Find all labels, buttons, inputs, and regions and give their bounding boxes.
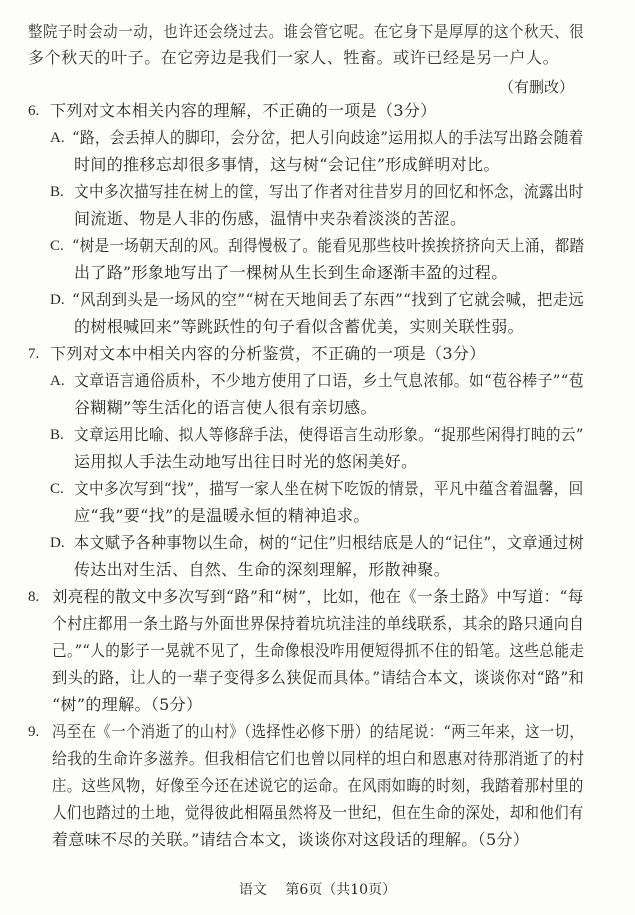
question-9-number: 9. (28, 724, 40, 740)
question-9-line-4: 人们也踏过的土地，觉得彼此相隔虽然将及一世纪，但在生命的深处，却和他们有 (52, 803, 584, 822)
q6-option-d-line-1: “风刮到头是一场风的空”“树在天地间丢了东西”“找到了它就会喊，把走远 (72, 290, 585, 309)
question-6-stem: 下列对文本相关内容的理解，不正确的一项是（3分） (50, 101, 437, 120)
question-6-number: 6. (28, 103, 40, 119)
question-9-line-3: 庄。这些风物，好像至今还在述说它的运命。在风雨如晦的时刻，我踏着那村里的 (52, 776, 584, 795)
question-7-stem: 下列对文本中相关内容的分析鉴赏，不正确的一项是（3分） (50, 344, 486, 363)
q7-option-c-letter: C. (50, 481, 64, 497)
question-9-line-5: 着意味不尽的关联。”请结合本文，谈谈你对这段话的理解。（5分） (52, 830, 530, 849)
q7-option-d-line-2: 传达出对生活、自然、生命的深刻理解，形散神聚。 (74, 560, 451, 579)
q6-option-b-letter: B. (50, 184, 64, 200)
q7-option-b-line-2: 运用拟人手法生动地写出往日时光的悠闲美好。 (74, 452, 418, 471)
question-7-number: 7. (28, 346, 40, 362)
q7-option-d-line-1: 本文赋予各种事物以生命，树的“记住”归根结底是人的“记住”，文章通过树 (74, 533, 584, 552)
q6-option-a-line-2: 时间的推移忘却很多事情，这与树“会记住”形成鲜明对比。 (74, 155, 500, 174)
q7-option-c-line-1: 文中多次写到“找”，描写一家人坐在树下吃饭的情景，平凡中蕴含着温馨，回 (74, 479, 584, 498)
question-9-line-2: 给我的生命许多滋养。但我相信它们也曾以同样的坦白和恩惠对待那消逝了的村 (52, 749, 585, 768)
q6-option-d-line-2: 的树根喊回来”等跳跃性的句子看似含蓄优美，实则关联性弱。 (74, 317, 524, 336)
q7-option-c-line-2: 应“我”要“找”的是温暖永恒的精神追求。 (74, 506, 370, 525)
question-8-number: 8. (28, 589, 40, 605)
q7-option-a-line-1: 文章语言通俗质朴，不少地方使用了口语，乡土气息浓郁。如“苞谷棒子”“苞 (74, 371, 584, 390)
question-8-line-3: 己。”“人的影子一晃就不见了，生命像根没咋用便短得抓不住的铅笔。这些总能走 (52, 641, 585, 660)
q7-option-b-letter: B. (50, 427, 64, 443)
q6-option-b-line-1: 文中多次描写挂在树上的筐，写出了作者对往昔岁月的回忆和怀念，流露出时 (74, 182, 584, 201)
q6-option-c-line-2: 出了路”形象地写出了一棵树从生长到生命逐渐丰盈的过程。 (74, 263, 508, 282)
question-8-line-1: 刘亮程的散文中多次写到“路”和“树”，比如，他在《一条土路》中写道：“每 (52, 587, 584, 606)
q7-option-a-line-2: 谷糊糊”等生活化的语言使人很有亲切感。 (74, 398, 377, 417)
q7-option-d-letter: D. (50, 535, 65, 551)
footer-subject: 语文 (238, 882, 267, 898)
question-9-line-1: 冯至在《一个消逝了的山村》（选择性必修下册）的结尾说：“两三年来，这一切， (52, 722, 585, 741)
source-note: （有删改） (499, 78, 575, 96)
passage-line-1: 整院子时会动一动，也许还会绕过去。谁会管它呢。在它身下是厚厚的这个秋天、很 (28, 22, 585, 41)
page-footer (0, 881, 635, 899)
question-8-line-5: “树”的理解。（5分） (52, 695, 203, 714)
question-8-line-4: 到头的路，让人的一辈子变得多么狭促而具体。”请结合本文，谈谈你对“路”和 (52, 668, 585, 687)
q6-option-a-line-1: “路，会丢掉人的脚印，会分岔，把人引向歧途”运用拟人的手法写出路会随着 (72, 128, 584, 147)
q6-option-b-line-2: 间流逝、物是人非的伤感，温情中夹杂着淡淡的苦涩。 (74, 209, 467, 228)
q6-option-d-letter: D. (50, 292, 65, 308)
q6-option-c-letter: C. (50, 238, 64, 254)
q7-option-a-letter: A. (50, 373, 65, 389)
q6-option-a-letter: A. (50, 130, 65, 146)
passage-line-2: 多个秋天的叶子。在它旁边是我们一家人、牲畜。或许已经是另一户人。 (28, 48, 560, 67)
q6-option-c-line-1: “树是一场朝天刮的风。刮得慢极了。能看见那些枝叶挨挨挤挤向天上涌，都踏 (72, 236, 585, 255)
q7-option-b-line-1: 文章运用比喻、拟人等修辞手法，使得语言生动形象。“捉那些闲得打盹的云” (74, 425, 584, 444)
question-8-line-2: 个村庄都用一条土路与外面世界保持着坑坑洼洼的单线联系，其余的路只通向自 (52, 614, 585, 633)
footer-page-number: 第6页（共10页） (285, 882, 397, 898)
